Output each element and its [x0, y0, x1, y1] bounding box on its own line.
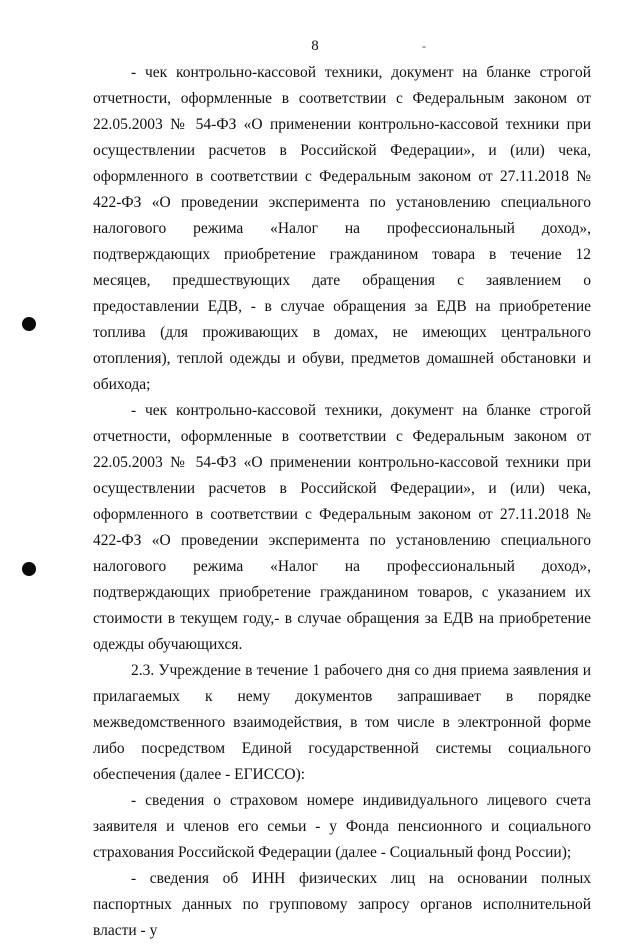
paragraph-snils-info: - сведения о страховом номере индивидуального лицевого счета заявителя и членов его семьи - у Фонда пенсионного и социального страхования Российской Федерации (далее - Социальный фонд России); — [93, 792, 591, 861]
paragraph-inn-info: - сведения об ИНН физических лиц на основании полных паспортных данных по групповому запросу органов исполнительной власти - у — [93, 870, 591, 939]
paragraph-receipt-student-clothing: - чек контрольно-кассовой техники, документ на бланке строгой отчетности, оформленные в соответствии с Федеральным законом от 22.05.2003 № 54-ФЗ «О применении контрольно-кассовой техники при осуществлении расчетов в Российской Федерации», и (или) чека, оформленного в соответствии с Федеральным законом от 27.11.2018 № 422-ФЗ «О проведении эксперимента по установлению специального налогового режима «Налог на профессиональный доход», подтверждающих приобретение гражданином товаров, с указанием их стоимости в текущем году,- в случае обращения за ЕДВ на приобретение одежды обучающихся. — [93, 402, 591, 653]
punch-hole-top — [22, 317, 36, 331]
punch-hole-bottom — [22, 562, 36, 576]
document-body — [93, 60, 591, 944]
stray-mark: - — [422, 39, 426, 53]
paragraph-section-2-3: 2.3. Учреждение в течение 1 рабочего дня со дня приема заявления и прилагаемых к нему документов запрашивает в порядке межведомственного взаимодействия, в том числе в электронной форме либо посредством Единой государственной системы социального обеспечения (далее - ЕГИССО): — [93, 662, 591, 783]
page-number: 8 — [311, 38, 319, 54]
paragraph-receipt-fuel-clothing: - чек контрольно-кассовой техники, документ на бланке строгой отчетности, оформленные в соответствии с Федеральным законом от 22.05.2003 № 54-ФЗ «О применении контрольно-кассовой техники при осуществлении расчетов в Российской Федерации», и (или) чека, оформленного в соответствии с Федеральным законом от 27.11.2018 № 422-ФЗ «О проведении эксперимента по установлению специального налогового режима «Налог на профессиональный доход», подтверждающих приобретение гражданином товара в течение 12 месяцев, предшествующих дате обращения с заявлением о предоставлении ЕДВ, - в случае обращения за ЕДВ на приобретение топлива (для проживающих в домах, не имеющих центрального отопления), теплой одежды и обуви, предметов домашней обстановки и обихода; — [93, 64, 591, 393]
